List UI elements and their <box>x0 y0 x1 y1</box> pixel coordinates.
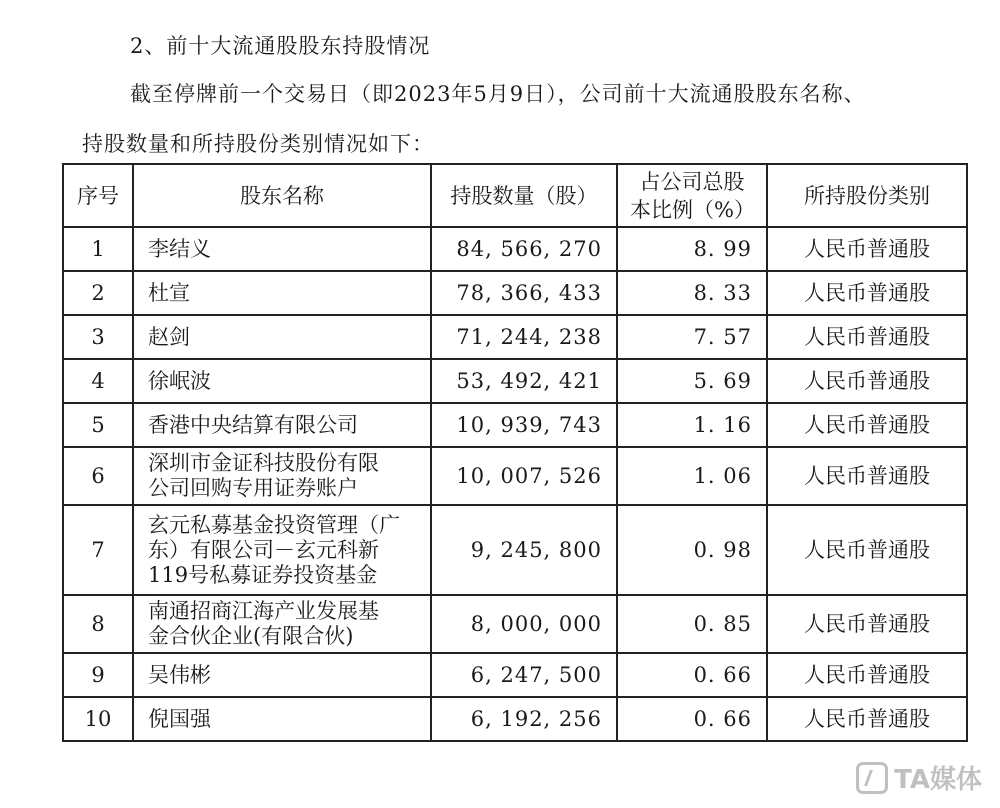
cell-no: 4 <box>63 359 133 403</box>
table-row <box>63 505 967 595</box>
cell-class: 人民币普通股 <box>767 359 967 403</box>
cell-no: 5 <box>63 403 133 447</box>
cell-name: 杜宣 <box>133 271 431 315</box>
cell-name: 徐岷波 <box>133 359 431 403</box>
cell-name: 玄元私募基金投资管理（广 东）有限公司－玄元科新 119号私募证券投资基金 <box>133 505 431 595</box>
header-pct-line-1: 占公司总股 <box>639 169 745 194</box>
header-name: 股东名称 <box>133 164 431 227</box>
cell-no: 6 <box>63 447 133 505</box>
header-pct-line-2: 本比例（%） <box>630 197 755 222</box>
table-row <box>63 697 967 741</box>
watermark <box>856 759 982 796</box>
cell-pct: 8. 99 <box>617 227 767 271</box>
table-header-row <box>63 164 967 227</box>
cell-pct: 7. 57 <box>617 315 767 359</box>
cell-no: 7 <box>63 505 133 595</box>
header-no: 序号 <box>63 164 133 227</box>
cell-pct: 0. 66 <box>617 653 767 697</box>
cell-qty: 10, 939, 743 <box>431 403 617 447</box>
cell-class: 人民币普通股 <box>767 403 967 447</box>
intro-paragraph-line-1: 截至停牌前一个交易日（即2023年5月9日），公司前十大流通股股东名称、 <box>130 82 866 106</box>
header-pct <box>617 164 767 227</box>
table-row <box>63 595 967 653</box>
cell-no: 9 <box>63 653 133 697</box>
cell-qty: 8, 000, 000 <box>431 595 617 653</box>
cell-class: 人民币普通股 <box>767 505 967 595</box>
cell-qty: 6, 192, 256 <box>431 697 617 741</box>
cell-class: 人民币普通股 <box>767 227 967 271</box>
table-row <box>63 271 967 315</box>
cell-pct: 5. 69 <box>617 359 767 403</box>
cell-class: 人民币普通股 <box>767 653 967 697</box>
watermark-text: TA媒体 <box>894 765 982 795</box>
cell-class: 人民币普通股 <box>767 271 967 315</box>
cell-name: 李结义 <box>133 227 431 271</box>
section-heading: 2、前十大流通股股东持股情况 <box>130 34 431 58</box>
cell-name: 深圳市金证科技股份有限 公司回购专用证券账户 <box>133 447 431 505</box>
cell-name: 南通招商江海产业发展基 金合伙企业(有限合伙) <box>133 595 431 653</box>
cell-qty: 9, 245, 800 <box>431 505 617 595</box>
header-qty: 持股数量（股） <box>431 164 617 227</box>
intro-paragraph-line-2: 持股数量和所持股份类别情况如下： <box>82 132 434 156</box>
table-row <box>63 227 967 271</box>
header-class: 所持股份类别 <box>767 164 967 227</box>
cell-pct: 0. 85 <box>617 595 767 653</box>
cell-class: 人民币普通股 <box>767 595 967 653</box>
cell-qty: 84, 566, 270 <box>431 227 617 271</box>
cell-pct: 1. 16 <box>617 403 767 447</box>
cell-pct: 8. 33 <box>617 271 767 315</box>
cell-pct: 0. 66 <box>617 697 767 741</box>
cell-class: 人民币普通股 <box>767 447 967 505</box>
cell-name: 赵剑 <box>133 315 431 359</box>
tmt-logo-icon <box>856 762 888 794</box>
table-row <box>63 653 967 697</box>
cell-class: 人民币普通股 <box>767 697 967 741</box>
cell-no: 8 <box>63 595 133 653</box>
cell-class: 人民币普通股 <box>767 315 967 359</box>
cell-qty: 53, 492, 421 <box>431 359 617 403</box>
cell-qty: 10, 007, 526 <box>431 447 617 505</box>
cell-name: 吴伟彬 <box>133 653 431 697</box>
cell-no: 2 <box>63 271 133 315</box>
cell-pct: 0. 98 <box>617 505 767 595</box>
cell-no: 3 <box>63 315 133 359</box>
table-row <box>63 359 967 403</box>
shareholders-table <box>62 163 968 742</box>
cell-no: 1 <box>63 227 133 271</box>
cell-pct: 1. 06 <box>617 447 767 505</box>
table-row <box>63 403 967 447</box>
cell-no: 10 <box>63 697 133 741</box>
cell-qty: 6, 247, 500 <box>431 653 617 697</box>
cell-qty: 78, 366, 433 <box>431 271 617 315</box>
cell-name: 香港中央结算有限公司 <box>133 403 431 447</box>
table-row <box>63 447 967 505</box>
cell-qty: 71, 244, 238 <box>431 315 617 359</box>
table-row <box>63 315 967 359</box>
cell-name: 倪国强 <box>133 697 431 741</box>
